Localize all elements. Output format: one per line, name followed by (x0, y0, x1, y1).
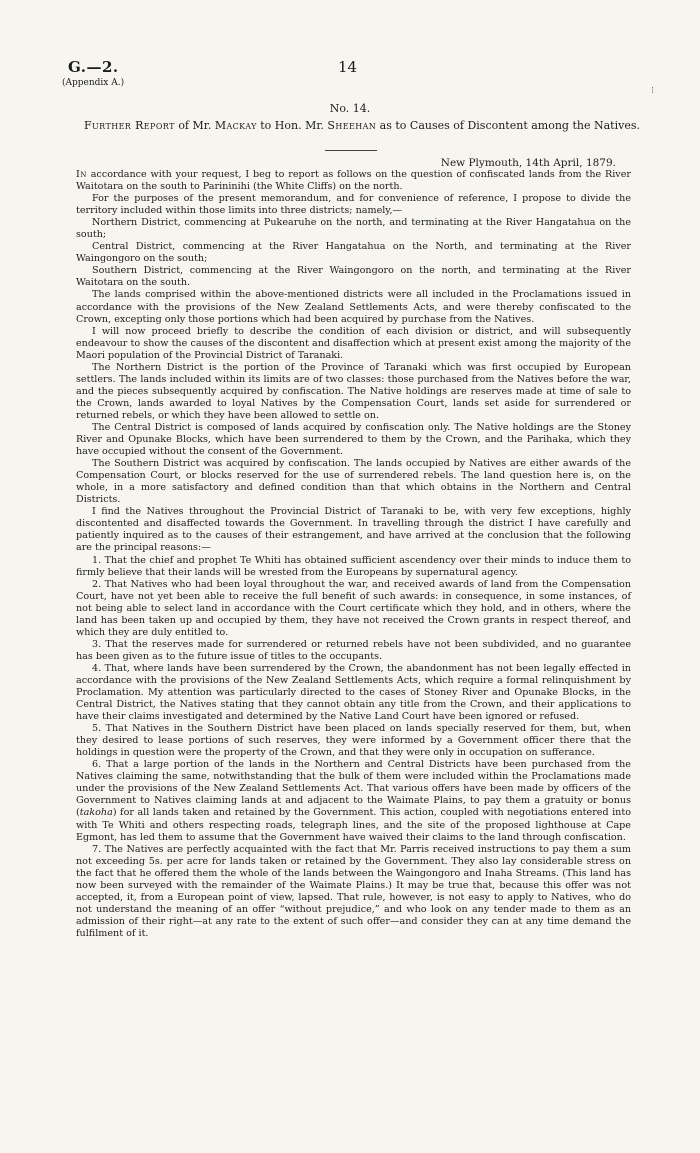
italic-term: takoha (79, 807, 113, 819)
paragraph: The lands comprised within the above-mentioned districts were all included in the Proclamations issued in accordance with the provisions of the New Zealand Settlements Acts, and were thereby confiscated to the Crown, excepting only those portions which had been acquired by purchase from the Natives. (76, 289, 631, 325)
title-part: as to Causes of Discontent among the Natives. (379, 119, 640, 132)
paragraph: 1. That the chief and prophet Te Whiti has obtained sufficient ascendency over their minds to induce them to firmly believe that their lands will be wrested from the Europeans by supernatural agency. (76, 554, 631, 578)
title-part: of Mr. (178, 119, 212, 132)
title-part: Further Report (84, 119, 175, 132)
paragraph: Northern District, commencing at Pukearuhe on the north, and terminating at the River Hangatahua on the south; (76, 217, 631, 241)
paragraph-text: ) for all lands taken and retained by the Government. This action, coupled with negotiations entered into with Te Whiti and others respecting roads, telegraph lines, and the site of the proposed lighthouse at Cape Egmont, has led them to assume that the Government have waived their claims to the land through confiscation. (76, 807, 631, 843)
paragraph: The Central District is composed of lands acquired by confiscation only. The Native holdings are the Stoney River and Opunake Blocks, which have been surrendered to them by the Crown, and the Parihaka, which they have occupied without the consent of the Government. (76, 421, 631, 458)
paragraph (76, 169, 631, 193)
document-title (76, 118, 648, 133)
title-part: to Hon. Mr. (260, 119, 324, 132)
paragraph-text: 6. That a large portion of the lands in the Northern and Central Districts have been purchased from the Natives claiming the same, notwithstanding that the bulk of them were included within the Proclamations made under the provisions of the New Zealand Settlements Act. That various offers have been made by officers of the Government to Natives claiming lands at and adjacent to the Waimate Plains, to pay them a gratuity or bonus ( (76, 759, 631, 819)
report-body (76, 169, 631, 940)
paragraph: 3. That the reserves made for surrendered or returned rebels have not been subdivided, and no guarantee has been given as to the future issue of titles to the occupants. (76, 638, 631, 662)
appendix-label: (Appendix A.) (62, 78, 125, 88)
page-header (62, 58, 662, 98)
document-number: No. 14. (329, 102, 371, 115)
paragraph: 7. The Natives are perfectly acquainted with the fact that Mr. Parris received instructions to pay them a sum not exceeding 5s. per acre for lands taken or retained by the Government. They also lay considerable stress on the fact that he offered them the whole of the lands between the Waingongoro and Inaha Streams. (This land has now been surveyed with the remainder of the Waimate Plains.) It may be true that, because this offer was not accepted, it, from a European point of view, lapsed. That rule, however, is not easy to apply to Natives, who do not understand the meaning of an offer “without prejudice,” and who look on any tender made to them as an admission of their right—at any rate to the extent of such offer—and consider they can at any time demand the fulfilment of it. (76, 843, 631, 939)
paragraph: 5. That Natives in the Southern District have been placed on lands specially reserved for them, but, when they desired to lease portions of such reserves, they were informed by a Government officer there that the holdings in question were the property of the Crown, and that they were only in occupation on sufferance. (76, 723, 631, 759)
paragraph (76, 759, 631, 843)
paragraph: I will now proceed briefly to describe the condition of each division or district, and will subsequently endeavour to show the causes of the discontent and disaffection which at present exist among the majority of the Maori population of the Provincial District of Taranaki. (76, 325, 631, 361)
title-part: Mackay (214, 119, 257, 132)
title-divider (325, 150, 377, 151)
series-code: G.—2. (68, 58, 119, 76)
paragraph: For the purposes of the present memorandum, and for convenience of reference, I propose to divide the territory included within those limits into three districts; namely,— (76, 193, 631, 217)
page-number: 14 (338, 58, 358, 76)
paragraph: The Southern District was acquired by confiscation. The lands occupied by Natives are either awards of the Compensation Court, or blocks reserved for the use of surrendered rebels. The land question here is, on the whole, in a more satisfactory and defined condition than that which obtains in the Northern and Central Districts. (76, 458, 631, 506)
dateline: New Plymouth, 14th April, 1879. (440, 157, 616, 169)
paragraph: The Northern District is the portion of the Province of Taranaki which was first occupied by European settlers. The lands included within its limits are of two classes: those purchased from the Natives before the war, and the pieces subsequently acquired by confiscation. The Native holdings are reserves made at time of sale to the Crown, lands awarded to loyal Natives by the Compensation Court, lands set aside for surrendered or returned rebels, or which they have been allowed to settle on. (76, 361, 631, 421)
paragraph: 4. That, where lands have been surrendered by the Crown, the abandonment has not been legally effected in accordance with the provisions of the New Zealand Settlements Acts, which require a formal relinquishment by Proclamation. My attention was particularly directed to the cases of Stoney River and Opunake Blocks, in the Central District, the Natives stating that they cannot obtain any title from the Crown, and their applications to have their claims investigated and determined by the Native Land Court have been ignored or refused. (76, 662, 631, 723)
paragraph: I find the Natives throughout the Provincial District of Taranaki to be, with very few exceptions, highly discontented and disaffected towards the Government. In travelling through the district I have carefully and patiently inquired as to the causes of their estrangement, and have arrived at the conclusion that the following are the principal reasons:— (76, 506, 631, 554)
margin-mark: ⁝ (651, 86, 654, 96)
title-part: Sheehan (327, 119, 377, 132)
opening-word: In (76, 169, 87, 180)
paragraph: Southern District, commencing at the River Waingongoro on the north, and terminating at the River Waitotara on the south. (76, 265, 631, 289)
paragraph: 2. That Natives who had been loyal throughout the war, and received awards of land from the Compensation Court, have not yet been able to receive the full benefit of such awards: in consequence, in some instances, of not being able to select land in accordance with the Court certificate which they hold, and in others, where the land has been taken up and occupied by them, they have not received the Crown grants in respect thereof, and which they are duly entitled to. (76, 578, 631, 638)
paragraph: Central District, commencing at the River Hangatahua on the North, and terminating at the River Waingongoro on the south; (76, 241, 631, 265)
paragraph-text: accordance with your request, I beg to report as follows on the question of confiscated lands from the River Waitotara on the south to Parininihi (the White Cliffs) on the north. (76, 169, 631, 193)
